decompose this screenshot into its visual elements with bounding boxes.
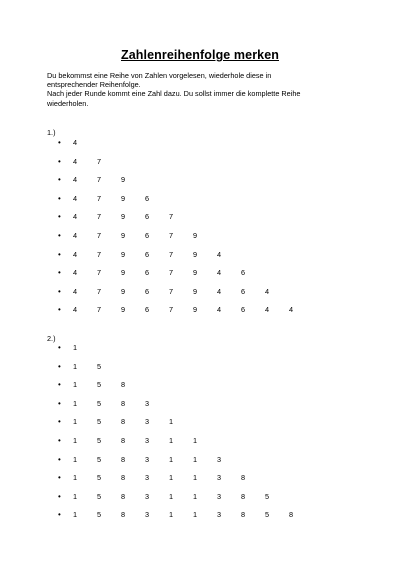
- sequence-number: 5: [97, 417, 102, 427]
- sequence-number: 4: [217, 305, 222, 315]
- sequence-number: 3: [145, 417, 150, 427]
- sequence-number: 7: [169, 268, 174, 278]
- sequence-number: 1: [73, 491, 78, 501]
- sequence-number: 3: [217, 510, 222, 520]
- sequence-number: 1: [193, 454, 198, 464]
- sequence-number: 7: [97, 230, 102, 240]
- sequence-number: 4: [73, 305, 78, 315]
- bullet-icon: •: [58, 473, 61, 483]
- sequence-number: 1: [73, 398, 78, 408]
- instruction-line: entsprechender Reihenfolge.: [47, 80, 141, 90]
- sequence-number: 4: [73, 138, 78, 147]
- sequence-number: 7: [97, 212, 102, 222]
- sequence-number: 4: [265, 286, 270, 296]
- bullet-icon: •: [58, 138, 61, 147]
- sequence-number: 3: [217, 454, 222, 464]
- sequence-number: 4: [217, 268, 222, 278]
- sequence-number: 9: [193, 230, 198, 240]
- sequence-number: 6: [145, 268, 150, 278]
- sequence-number: 4: [289, 305, 294, 315]
- sequence-number: 5: [97, 473, 102, 483]
- instructions: [47, 71, 347, 108]
- sequence-number: 3: [145, 473, 150, 483]
- sequence-number: 6: [241, 286, 246, 296]
- sequence-number: 3: [145, 491, 150, 501]
- sequence-number: 4: [73, 286, 78, 296]
- sequence-number: 7: [169, 305, 174, 315]
- sequence-number: 3: [217, 491, 222, 501]
- sequence-number: 5: [265, 491, 270, 501]
- bullet-icon: •: [58, 491, 61, 501]
- sequence-number: 1: [73, 435, 78, 445]
- sequence-number: 8: [121, 417, 126, 427]
- sequence-number: 1: [73, 361, 78, 371]
- sequence-number: 4: [73, 230, 78, 240]
- sequence-number: 1: [169, 510, 174, 520]
- sequence-number: 8: [121, 510, 126, 520]
- sequence-number: 1: [169, 417, 174, 427]
- sequence-number: 7: [169, 230, 174, 240]
- sequence-number: 4: [217, 249, 222, 259]
- sequence-number: 1: [73, 380, 78, 390]
- bullet-icon: •: [58, 249, 61, 259]
- instruction-line: wiederholen.: [47, 98, 89, 108]
- sequence-number: 8: [289, 510, 294, 520]
- bullet-icon: •: [58, 417, 61, 427]
- bullet-icon: •: [58, 343, 61, 352]
- sequence-number: 1: [169, 454, 174, 464]
- sequence-number: 8: [241, 491, 246, 501]
- sequence-number: 8: [241, 510, 246, 520]
- sequence-number: 4: [265, 305, 270, 315]
- sequence-number: 6: [145, 230, 150, 240]
- sequence-number: 5: [265, 510, 270, 520]
- bullet-icon: •: [58, 454, 61, 464]
- sequence-number: 9: [193, 305, 198, 315]
- sequence-number: 9: [121, 175, 126, 185]
- sequence-number: 5: [97, 510, 102, 520]
- sequence-number: 3: [145, 435, 150, 445]
- sequence-number: 8: [241, 473, 246, 483]
- sequence-number: 3: [145, 398, 150, 408]
- sequence-number: 8: [121, 380, 126, 390]
- sequence-number: 7: [169, 212, 174, 222]
- sequence-number: 9: [193, 286, 198, 296]
- sequence-number: 8: [121, 398, 126, 408]
- sequence-number: 6: [145, 286, 150, 296]
- sequence-number: 5: [97, 454, 102, 464]
- sequence-number: 5: [97, 380, 102, 390]
- sequence-number: 1: [169, 435, 174, 445]
- bullet-icon: •: [58, 305, 61, 315]
- bullet-icon: •: [58, 398, 61, 408]
- sequence-number: 7: [97, 249, 102, 259]
- sequence-number: 1: [73, 343, 78, 352]
- bullet-icon: •: [58, 268, 61, 278]
- bullet-icon: •: [58, 230, 61, 240]
- bullet-icon: •: [58, 175, 61, 185]
- sequence-number: 7: [97, 175, 102, 185]
- exercise-1-label: 1.): [47, 128, 56, 137]
- bullet-icon: •: [58, 510, 61, 520]
- worksheet-title: Zahlenreihenfolge merken: [121, 48, 279, 62]
- sequence-number: 9: [121, 212, 126, 222]
- sequence-number: 7: [169, 286, 174, 296]
- sequence-number: 1: [193, 491, 198, 501]
- sequence-number: 1: [193, 473, 198, 483]
- sequence-number: 5: [97, 361, 102, 371]
- sequence-number: 6: [145, 193, 150, 203]
- sequence-number: 6: [241, 268, 246, 278]
- exercise-2-label: 2.): [47, 334, 56, 343]
- sequence-number: 4: [217, 286, 222, 296]
- sequence-number: 1: [193, 435, 198, 445]
- sequence-number: 1: [169, 473, 174, 483]
- sequence-number: 5: [97, 398, 102, 408]
- sequence-number: 1: [73, 510, 78, 520]
- sequence-number: 9: [121, 193, 126, 203]
- sequence-number: 3: [217, 473, 222, 483]
- sequence-number: 8: [121, 435, 126, 445]
- sequence-number: 6: [145, 305, 150, 315]
- bullet-icon: •: [58, 286, 61, 296]
- sequence-number: 9: [121, 268, 126, 278]
- sequence-number: 1: [193, 510, 198, 520]
- sequence-number: 3: [145, 454, 150, 464]
- bullet-icon: •: [58, 156, 61, 166]
- sequence-number: 6: [145, 249, 150, 259]
- sequence-number: 4: [73, 249, 78, 259]
- sequence-number: 5: [97, 491, 102, 501]
- sequence-number: 4: [73, 175, 78, 185]
- sequence-number: 1: [73, 473, 78, 483]
- sequence-number: 7: [97, 268, 102, 278]
- instruction-line: Nach jeder Runde kommt eine Zahl dazu. Du sollst immer die komplette Reihe: [47, 89, 301, 99]
- sequence-number: 1: [73, 454, 78, 464]
- sequence-number: 1: [73, 417, 78, 427]
- sequence-number: 9: [121, 305, 126, 315]
- sequence-number: 6: [145, 212, 150, 222]
- sequence-number: 4: [73, 268, 78, 278]
- sequence-number: 9: [121, 249, 126, 259]
- bullet-icon: •: [58, 193, 61, 203]
- sequence-number: 4: [73, 193, 78, 203]
- sequence-number: 4: [73, 212, 78, 222]
- sequence-number: 9: [193, 268, 198, 278]
- bullet-icon: •: [58, 380, 61, 390]
- sequence-number: 1: [169, 491, 174, 501]
- sequence-number: 8: [121, 473, 126, 483]
- sequence-number: 9: [193, 249, 198, 259]
- bullet-icon: •: [58, 435, 61, 445]
- bullet-icon: •: [58, 361, 61, 371]
- bullet-icon: •: [58, 212, 61, 222]
- sequence-number: 6: [241, 305, 246, 315]
- sequence-number: 8: [121, 454, 126, 464]
- sequence-number: 9: [121, 286, 126, 296]
- sequence-number: 7: [169, 249, 174, 259]
- instruction-line: Du bekommst eine Reihe von Zahlen vorgelesen, wiederhole diese in: [47, 71, 272, 80]
- sequence-number: 9: [121, 230, 126, 240]
- sequence-number: 4: [73, 156, 78, 166]
- sequence-number: 7: [97, 305, 102, 315]
- sequence-number: 7: [97, 156, 102, 166]
- sequence-number: 3: [145, 510, 150, 520]
- sequence-number: 8: [121, 491, 126, 501]
- sequence-number: 5: [97, 435, 102, 445]
- sequence-number: 7: [97, 286, 102, 296]
- sequence-number: 7: [97, 193, 102, 203]
